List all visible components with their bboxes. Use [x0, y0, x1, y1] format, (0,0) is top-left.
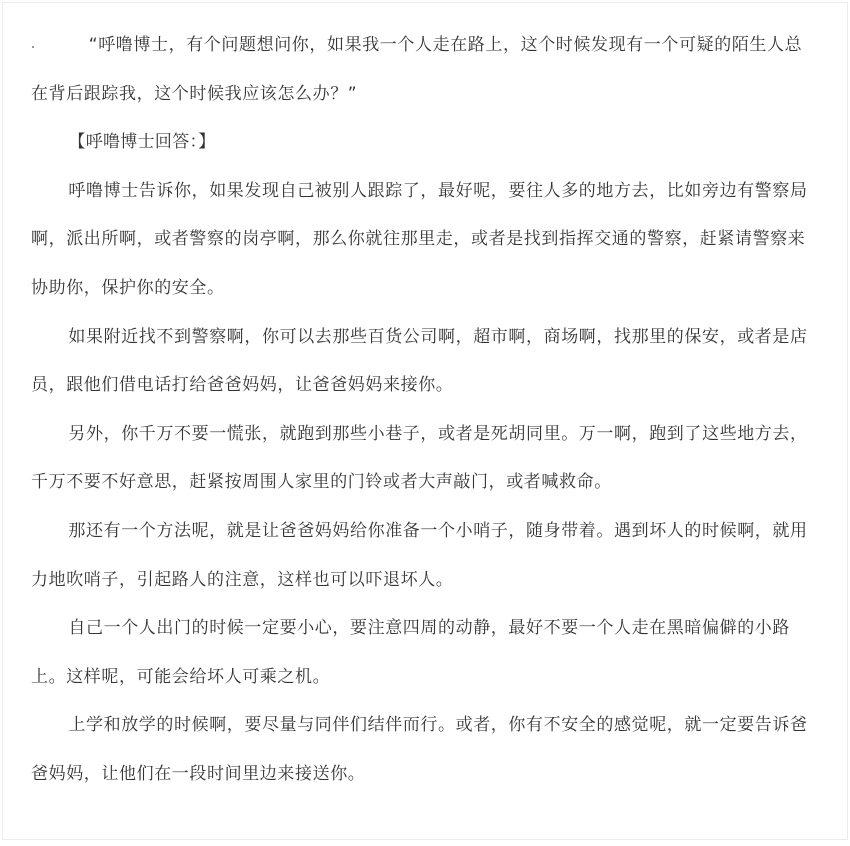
answer-paragraph-4: 那还有一个方法呢，就是让爸爸妈妈给你准备一个小哨子，随身带着。遇到坏人的时候啊，就用力地吹哨子，引起路人的注意，这样也可以吓退坏人。 — [31, 520, 808, 590]
answer-paragraph-6: 上学和放学的时候啊，要尽量与同伴们结伴而行。或者，你有不安全的感觉呢，就一定要告诉爸爸妈妈，让他们在一段时间里边来接送你。 — [31, 715, 808, 784]
answer-paragraph-3: 另外，你千万不要一慌张，就跑到那些小巷子，或者是死胡同里。万一啊，跑到了这些地方去，千万不要不好意思，赶紧按周围人家里的门铃或者大声敲门，或者喊救命。 — [31, 423, 808, 493]
answer-heading: 【呼噜博士回答：】 — [68, 132, 216, 153]
article-page — [2, 2, 848, 840]
leading-dot-mark — [32, 46, 34, 48]
question-paragraph: “呼噜博士，有个问题想问你，如果我一个人走在路上，这个时候发现有一个可疑的陌生人总在背后跟踪我，这个时候我应该怎么办？” — [31, 35, 803, 104]
answer-paragraph-5: 自己一个人出门的时候一定要小心，要注意四周的动静，最好不要一个人走在黑暗偏僻的小路上。这样呢，可能会给坏人可乘之机。 — [31, 618, 790, 687]
answer-paragraph-2: 如果附近找不到警察啊，你可以去那些百货公司啊，超市啊，商场啊，找那里的保安，或者是店员，跟他们借电话打给爸爸妈妈，让爸爸妈妈来接你。 — [31, 326, 808, 396]
answer-paragraph-1: 呼噜博士告诉你，如果发现自己被别人跟踪了，最好呢，要往人多的地方去，比如旁边有警察局啊，派出所啊，或者警察的岗亭啊，那么你就往那里走，或者是找到指挥交通的警察，赶紧请警察来协助你，保护你的安全。 — [31, 180, 808, 298]
